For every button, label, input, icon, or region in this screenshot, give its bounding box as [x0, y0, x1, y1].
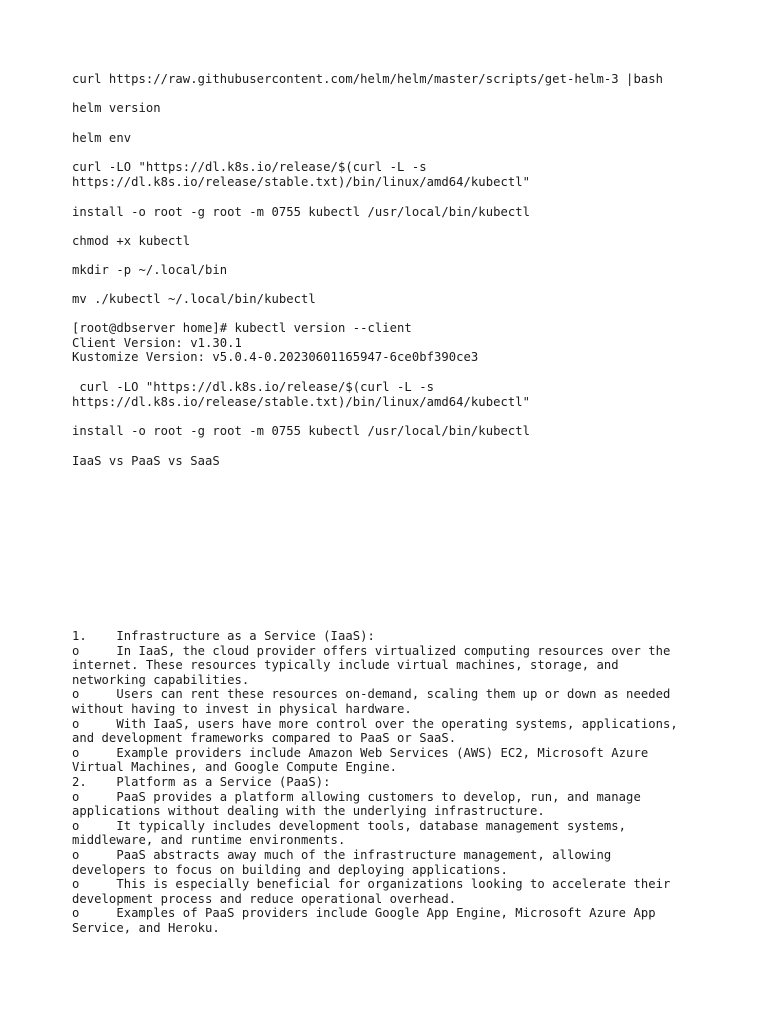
command-line: helm env: [72, 131, 132, 145]
list-item-bullet: o Examples of PaaS providers include Google App Engine, Microsoft Azure App: [72, 906, 656, 921]
command-mkdir: [72, 263, 712, 278]
command-line: curl -LO "https://dl.k8s.io/release/$(curl -L -s: [72, 160, 427, 174]
command-line: https://dl.k8s.io/release/stable.txt)/bin/linux/amd64/kubectl": [72, 174, 531, 189]
command-download-kubectl: [72, 160, 712, 189]
command-mv: [72, 292, 712, 307]
list-item-continuation: without having to invest in physical hardware.: [72, 701, 412, 716]
output-line: Client Version: v1.30.1: [72, 335, 242, 350]
list-item-number: 1. Infrastructure as a Service (IaaS):: [72, 629, 375, 643]
list-item-continuation: developers to focus on building and deploying applications.: [72, 862, 508, 877]
command-line: install -o root -g root -m 0755 kubectl /usr/local/bin/kubectl: [72, 424, 531, 438]
list-item-bullet: o PaaS provides a platform allowing customers to develop, run, and manage: [72, 789, 641, 804]
list-item-bullet: o With IaaS, users have more control over the operating systems, applications,: [72, 716, 678, 731]
command-kubectl-version-output: [72, 321, 712, 365]
command-line: install -o root -g root -m 0755 kubectl /usr/local/bin/kubectl: [72, 205, 531, 219]
command-line: chmod +x kubectl: [72, 234, 191, 248]
list-item-bullet: o Users can rent these resources on-demand, scaling them up or down as needed: [72, 687, 671, 702]
list-item-continuation: middleware, and runtime environments.: [72, 833, 346, 848]
list-item-continuation: and development frameworks compared to PaaS or SaaS.: [72, 731, 457, 746]
command-install-kubectl: [72, 205, 712, 220]
list-item-continuation: internet. These resources typically include virtual machines, storage, and: [72, 658, 619, 673]
list-item-bullet: o In IaaS, the cloud provider offers virtualized computing resources over the: [72, 643, 671, 658]
command-line: mkdir -p ~/.local/bin: [72, 263, 228, 277]
document-page: [72, 0, 712, 1024]
command-line: curl https://raw.githubusercontent.com/helm/helm/master/scripts/get-helm-3 |bash: [72, 72, 663, 86]
command-helm-version: [72, 101, 712, 116]
heading-text: IaaS vs PaaS vs SaaS: [72, 454, 220, 468]
list-item-continuation: networking capabilities.: [72, 672, 250, 687]
command-line: https://dl.k8s.io/release/stable.txt)/bin/linux/amd64/kubectl": [72, 394, 531, 409]
list-item-bullet: o It typically includes development tools, database management systems,: [72, 818, 627, 833]
command-line: helm version: [72, 101, 161, 115]
command-get-helm: [72, 72, 712, 87]
list-item-continuation: Virtual Machines, and Google Compute Engine.: [72, 760, 398, 775]
command-chmod: [72, 234, 712, 249]
list-item-continuation: Service, and Heroku.: [72, 920, 220, 935]
command-line: [root@dbserver home]# kubectl version --client: [72, 321, 412, 335]
list-item-bullet: o PaaS abstracts away much of the infrastructure management, allowing: [72, 847, 612, 862]
service-models-list: [72, 629, 712, 935]
list-item-continuation: development process and reduce operational overhead.: [72, 891, 457, 906]
command-install-kubectl-repeat: [72, 424, 712, 439]
list-item-number: 2. Platform as a Service (PaaS):: [72, 774, 331, 789]
list-item-continuation: applications without dealing with the underlying infrastructure.: [72, 804, 545, 819]
list-item-bullet: o Example providers include Amazon Web Services (AWS) EC2, Microsoft Azure: [72, 745, 649, 760]
output-line: Kustomize Version: v5.0.4-0.20230601165947-6ce0bf390ce3: [72, 350, 479, 365]
command-helm-env: [72, 131, 712, 146]
command-line: curl -LO "https://dl.k8s.io/release/$(curl -L -s: [72, 380, 434, 394]
command-download-kubectl-repeat: [72, 380, 712, 409]
list-item-bullet: o This is especially beneficial for organizations looking to accelerate their: [72, 877, 671, 892]
command-line: mv ./kubectl ~/.local/bin/kubectl: [72, 292, 316, 306]
section-heading: [72, 454, 712, 469]
